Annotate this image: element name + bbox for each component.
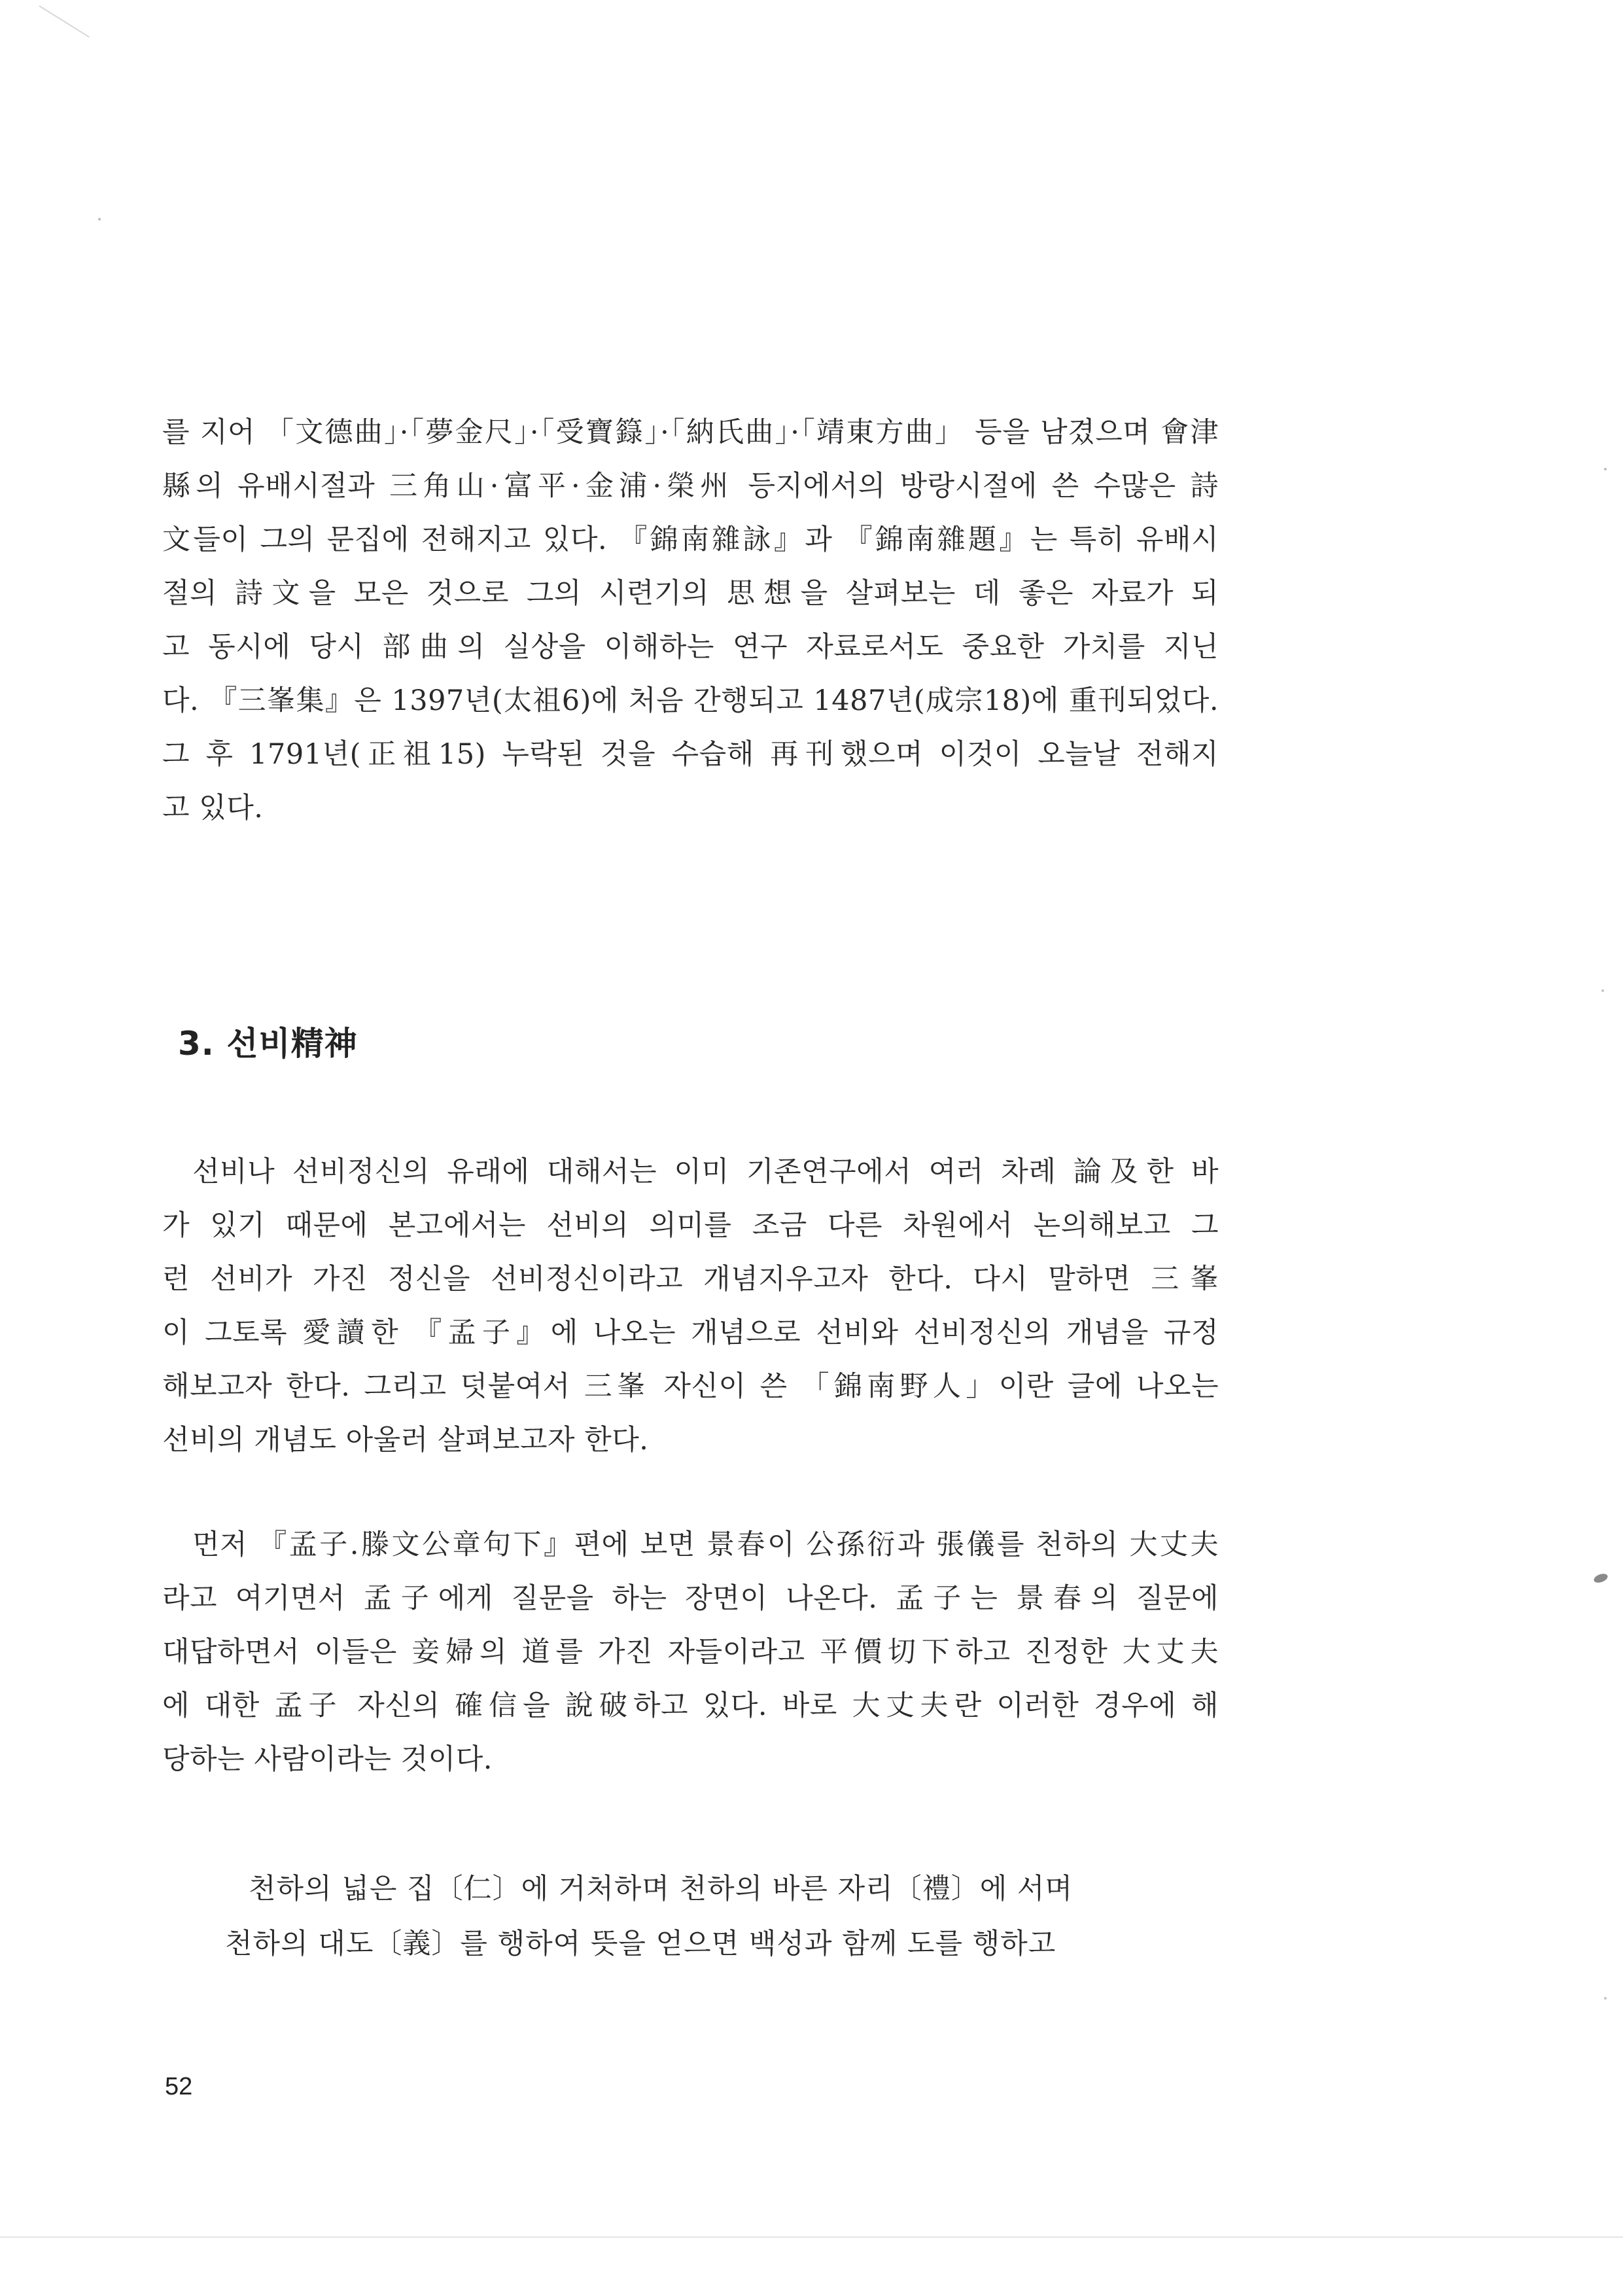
paragraph-2-line: 이 그토록 愛讀한 『孟子』에 나오는 개념으로 선비와 선비정신의 개념을 규정 [162, 1316, 1219, 1349]
paragraph-2-line: 가 있기 때문에 본고에서는 선비의 의미를 조금 다른 차원에서 논의해보고 그 [162, 1209, 1219, 1242]
scan-speck [1604, 468, 1607, 470]
paragraph-3 [162, 1518, 1219, 1786]
paragraph-1-line: 縣의 유배시절과 三角山·富平·金浦·榮州 등지에서의 방랑시절에 쓴 수많은 詩 [162, 470, 1219, 503]
block-quote [225, 1862, 1073, 1971]
scan-speck [1601, 989, 1604, 992]
paragraph-1-line: 다. 『三峯集』은 1397년(太祖6)에 처음 간행되고 1487년(成宗18)에 重刊되었다. [162, 684, 1219, 717]
scan-speck [1593, 1572, 1609, 1585]
paragraph-1-line: 고 있다. [162, 792, 264, 824]
paragraph-3-line: 에 대한 孟子 자신의 確信을 說破하고 있다. 바로 大丈夫란 이러한 경우에 해 [162, 1689, 1219, 1722]
page-edge-line [0, 2236, 1623, 2238]
paragraph-3-line: 먼저 『孟子.滕文公章句下』편에 보면 景春이 公孫衍과 張儀를 천하의 大丈夫 [192, 1528, 1219, 1561]
paragraph-1-line: 를 지어 「文德曲」·「夢金尺」·「受寶籙」·「納氏曲」·「靖東方曲」 등을 남겼으며 會津 [162, 416, 1219, 449]
paragraph-3-line: 대답하면서 이들은 妾婦의 道를 가진 자들이라고 平價切下하고 진정한 大丈夫 [162, 1636, 1219, 1669]
scan-speck [98, 218, 101, 221]
page-number: 52 [165, 2073, 193, 2100]
scan-mark [39, 5, 89, 37]
quote-line: 천하의 대도〔義〕를 행하여 뜻을 얻으면 백성과 함께 도를 행하고 [225, 1928, 1056, 1960]
paragraph-1 [162, 406, 1219, 835]
paragraph-2-line: 해보고자 한다. 그리고 덧붙여서 三峯 자신이 쓴 「錦南野人」이란 글에 나오는 [162, 1370, 1219, 1403]
section-heading: 3. 선비精神 [178, 1025, 358, 1063]
paragraph-2-line: 선비나 선비정신의 유래에 대해서는 이미 기존연구에서 여러 차례 論及한 바 [192, 1156, 1219, 1188]
paragraph-3-line: 당하는 사람이라는 것이다. [162, 1743, 493, 1776]
paragraph-1-line: 절의 詩文을 모은 것으로 그의 시련기의 思想을 살펴보는 데 좋은 자료가 되 [162, 577, 1219, 610]
scan-speck [1604, 1997, 1607, 2000]
paragraph-1-line: 고 동시에 당시 部曲의 실상을 이해하는 연구 자료로서도 중요한 가치를 지닌 [162, 631, 1219, 663]
quote-line: 천하의 넓은 집〔仁〕에 거처하며 천하의 바른 자리〔禮〕에 서며 [249, 1873, 1073, 1905]
paragraph-3-line: 라고 여기면서 孟子에게 질문을 하는 장면이 나온다. 孟子는 景春의 질문에 [162, 1582, 1219, 1615]
paragraph-1-line: 그 후 1791년(正祖15) 누락된 것을 수습해 再刊했으며 이것이 오늘날 전해지 [162, 738, 1219, 771]
paragraph-1-line: 文들이 그의 문집에 전해지고 있다. 『錦南雜詠』과 『錦南雜題』는 특히 유배시 [162, 523, 1219, 556]
paragraph-2 [162, 1145, 1219, 1467]
paragraph-2-line: 선비의 개념도 아울러 살펴보고자 한다. [162, 1424, 649, 1457]
paragraph-2-line: 런 선비가 가진 정신을 선비정신이라고 개념지우고자 한다. 다시 말하면 三峯 [162, 1263, 1219, 1296]
